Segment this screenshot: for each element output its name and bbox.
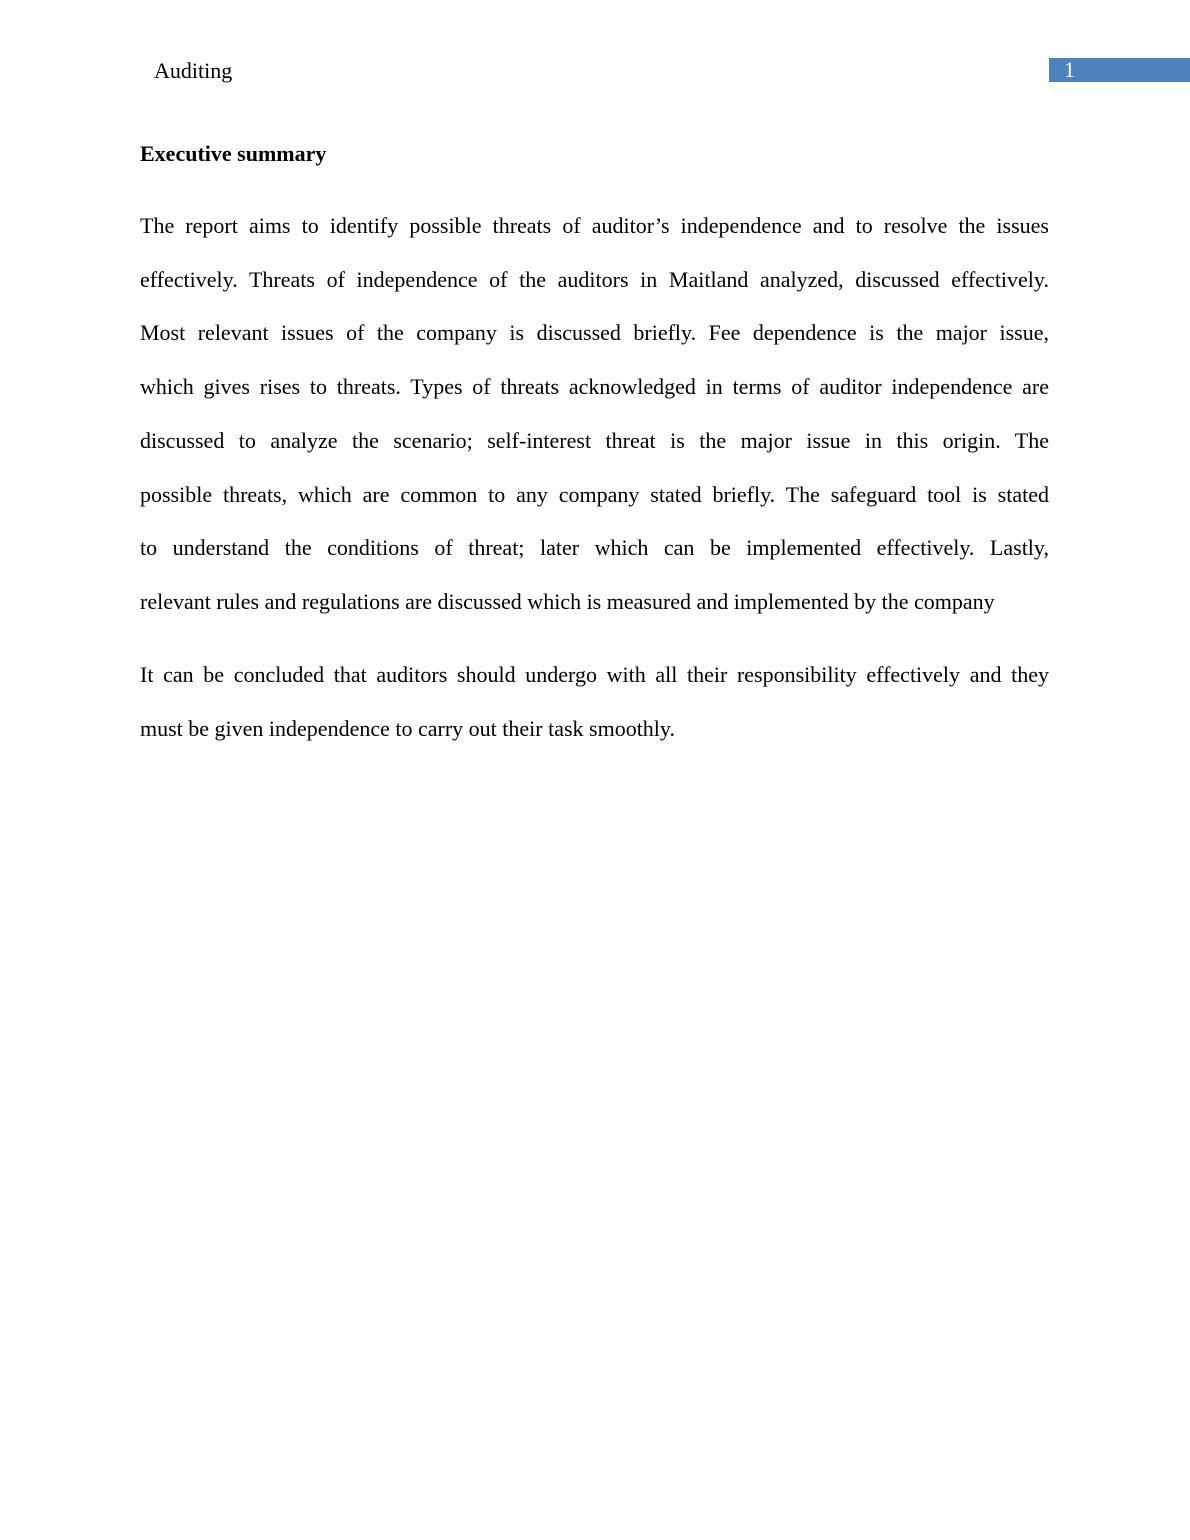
summary-paragraph-1 [140,199,1049,629]
paragraph-line: Most relevant issues of the company is discussed briefly. Fee dependence is the major issue, [140,320,1049,346]
summary-paragraph-2 [140,648,1049,755]
page-number-bar [1049,58,1190,82]
paragraph-line: to understand the conditions of threat; later which can be implemented effectively. Lastly, [140,535,1049,561]
running-header-title: Auditing [154,58,233,83]
paragraph-line: discussed to analyze the scenario; self-interest threat is the major issue in this origin. The [140,427,1049,453]
paragraph-line: must be given independence to carry out their task smoothly. [140,715,675,741]
page-number: 1 [1064,57,1075,82]
section-heading: Executive summary [140,141,327,166]
paragraph-line: possible threats, which are common to any company stated briefly. The safeguard tool is stated [140,481,1049,507]
paragraph-line: effectively. Threats of independence of the auditors in Maitland analyzed, discussed effectively. [140,266,1049,292]
paragraph-line: It can be concluded that auditors should undergo with all their responsibility effectively and they [140,662,1049,687]
paragraph-line: which gives rises to threats. Types of threats acknowledged in terms of auditor independence are [140,374,1049,400]
paragraph-line: relevant rules and regulations are discussed which is measured and implemented by the company [140,588,995,614]
paragraph-line: The report aims to identify possible threats of auditor’s independence and to resolve the issues [140,213,1049,238]
